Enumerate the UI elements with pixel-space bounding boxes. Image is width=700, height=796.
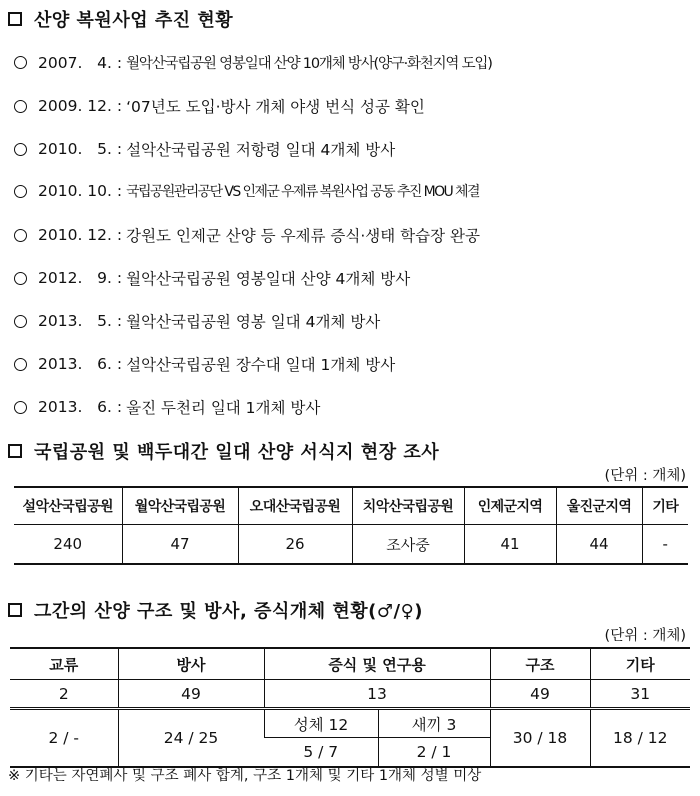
col-header: 구조 — [490, 648, 590, 680]
section3-unit: (단위 : 개체) — [604, 628, 686, 644]
sub-label-row — [10, 709, 690, 738]
timeline-text: ‘07년도 도입·방사 개체 야생 번식 성공 확인 — [126, 98, 425, 116]
timeline-date: 2010. 10. : — [38, 182, 123, 200]
col-header: 인제군지역 — [464, 487, 556, 525]
col-header: 오대산국립공원 — [238, 487, 352, 525]
section2-unit: (단위 : 개체) — [604, 468, 686, 484]
circle-bullet-icon — [14, 56, 27, 69]
circle-bullet-icon — [14, 185, 27, 198]
totals-row — [10, 680, 690, 709]
section2-heading — [8, 438, 439, 464]
timeline-item — [14, 52, 492, 73]
table-cell: 13 — [264, 680, 490, 709]
table-cell: 49 — [490, 680, 590, 709]
square-bullet-icon — [8, 603, 22, 617]
timeline-item — [14, 181, 479, 201]
timeline-item — [14, 224, 480, 246]
section3-heading — [8, 597, 423, 623]
table-cell: - — [642, 525, 688, 565]
table-cell: 49 — [118, 680, 264, 709]
table-cell: 24 / 25 — [118, 709, 264, 768]
circle-bullet-icon — [14, 100, 27, 113]
circle-bullet-icon — [14, 272, 27, 285]
timeline-date: 2013. 6. : — [38, 398, 123, 416]
col-header: 방사 — [118, 648, 264, 680]
section3-title: 그간의 산양 구조 및 방사, 증식개체 현황(♂/♀) — [34, 601, 423, 622]
timeline-date: 2012. 9. : — [38, 269, 123, 287]
table-cell: 44 — [556, 525, 642, 565]
footnote: ※ 기타는 자연폐사 및 구조 폐사 합계, 구조 1개체 및 기타 1개체 성별 미상 — [8, 768, 482, 784]
timeline-item — [14, 138, 395, 160]
col-header: 기타 — [642, 487, 688, 525]
table-cell: 18 / 12 — [590, 709, 690, 768]
col-header: 증식 및 연구용 — [264, 648, 490, 680]
section1-heading — [8, 6, 233, 32]
circle-bullet-icon — [14, 143, 27, 156]
timeline-item — [14, 353, 395, 375]
timeline-text: 설악산국립공원 저항령 일대 4개체 방사 — [126, 141, 396, 159]
timeline-item — [14, 396, 320, 418]
table-cell: 2 / 1 — [378, 738, 490, 768]
col-header: 울진군지역 — [556, 487, 642, 525]
circle-bullet-icon — [14, 315, 27, 328]
table-cell: 47 — [122, 525, 238, 565]
col-header: 기타 — [590, 648, 690, 680]
timeline-date: 2010. 12. : — [38, 226, 123, 244]
timeline-item — [14, 310, 380, 332]
table-cell: 2 — [10, 680, 118, 709]
timeline-date: 2013. 6. : — [38, 355, 123, 373]
section1-title: 산양 복원사업 추진 현황 — [34, 10, 234, 31]
timeline-item — [14, 267, 410, 289]
table-cell: 240 — [14, 525, 122, 565]
square-bullet-icon — [8, 444, 22, 458]
col-header: 치악산국립공원 — [352, 487, 464, 525]
timeline-item — [14, 95, 425, 117]
table-cell: 새끼 3 — [378, 709, 490, 738]
timeline-text: 국립공원관리공단 VS 인제군 우제류 복원사업 공동 추진 MOU 체결 — [126, 184, 479, 200]
section2-title: 국립공원 및 백두대간 일대 산양 서식지 현장 조사 — [34, 442, 440, 463]
square-bullet-icon — [8, 12, 22, 26]
timeline-text: 월악산국립공원 영봉일대 산양 10개체 방사(양구·화천지역 도입) — [126, 56, 492, 72]
table-cell: 30 / 18 — [490, 709, 590, 768]
rescue-release-table — [10, 647, 690, 768]
table-cell: 2 / - — [10, 709, 118, 768]
timeline-date: 2007. 4. : — [38, 53, 123, 72]
table-cell: 41 — [464, 525, 556, 565]
col-header: 설악산국립공원 — [14, 487, 122, 525]
circle-bullet-icon — [14, 401, 27, 414]
table-cell: 26 — [238, 525, 352, 565]
col-header: 월악산국립공원 — [122, 487, 238, 525]
timeline-text: 월악산국립공원 영봉일대 산양 4개체 방사 — [126, 270, 411, 288]
timeline-text: 월악산국립공원 영봉 일대 4개체 방사 — [126, 313, 381, 331]
table-header-row — [14, 487, 688, 525]
table-cell: 조사중 — [352, 525, 464, 565]
timeline-text: 울진 두천리 일대 1개체 방사 — [126, 399, 321, 417]
circle-bullet-icon — [14, 229, 27, 242]
timeline-text: 설악산국립공원 장수대 일대 1개체 방사 — [126, 356, 396, 374]
table-cell: 5 / 7 — [264, 738, 378, 768]
circle-bullet-icon — [14, 358, 27, 371]
table-cell: 31 — [590, 680, 690, 709]
timeline-date: 2009. 12. : — [38, 97, 123, 115]
col-header: 교류 — [10, 648, 118, 680]
table-cell: 성체 12 — [264, 709, 378, 738]
table-row — [14, 525, 688, 565]
timeline-date: 2010. 5. : — [38, 140, 123, 158]
timeline-date: 2013. 5. : — [38, 312, 123, 330]
timeline-text: 강원도 인제군 산양 등 우제류 증식·생태 학습장 완공 — [126, 227, 480, 245]
table-header-row — [10, 648, 690, 680]
habitat-survey-table — [14, 486, 688, 565]
